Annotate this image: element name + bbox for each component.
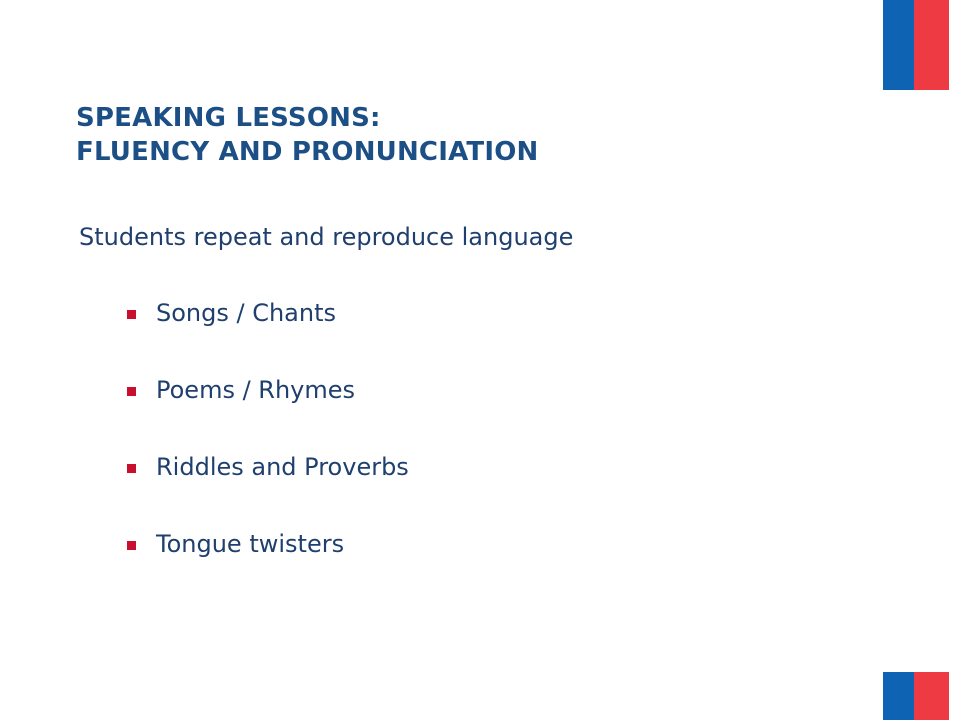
bullet-text: Songs / Chants	[156, 299, 337, 327]
flag-decoration-bottom	[883, 672, 949, 720]
flag-decoration-top	[883, 0, 949, 90]
square-bullet-icon	[127, 310, 136, 319]
bullet-text: Poems / Rhymes	[156, 376, 356, 404]
bullet-list	[127, 297, 409, 605]
square-bullet-icon	[127, 387, 136, 396]
bullet-item	[127, 451, 409, 528]
bullet-item	[127, 528, 409, 605]
slide-title-line-2: FLUENCY AND PRONUNCIATION	[76, 137, 539, 167]
flag-red-stripe	[914, 672, 949, 720]
flag-blue-stripe	[883, 0, 914, 90]
bullet-text: Tongue twisters	[156, 530, 345, 558]
intro-text: Students repeat and reproduce language	[79, 223, 574, 251]
flag-red-stripe	[914, 0, 949, 90]
square-bullet-icon	[127, 464, 136, 473]
slide-title-line-1: SPEAKING LESSONS:	[76, 103, 381, 133]
slide-title	[76, 101, 538, 169]
bullet-item	[127, 374, 409, 451]
flag-blue-stripe	[883, 672, 914, 720]
bullet-text: Riddles and Proverbs	[156, 453, 409, 481]
square-bullet-icon	[127, 541, 136, 550]
bullet-item	[127, 297, 409, 374]
